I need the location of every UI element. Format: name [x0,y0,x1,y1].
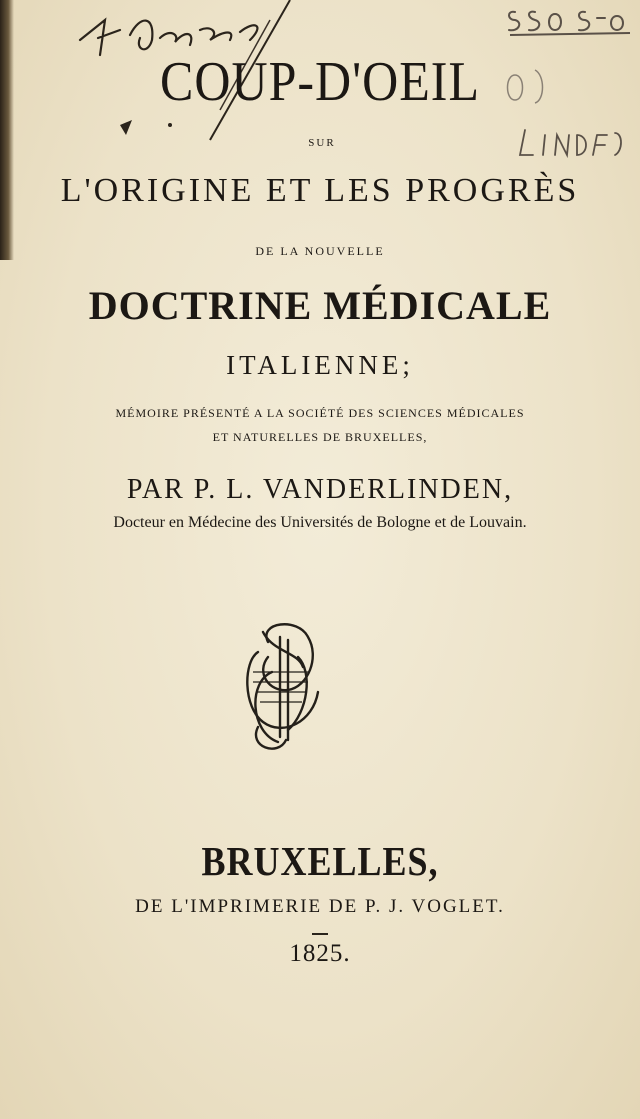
imprint-year: 1825. [289,940,351,967]
subtitle-italienne: ITALIENNE; [226,350,414,380]
imprint-printer: DE L'IMPRIMERIE DE P. J. VOGLET. [135,896,505,917]
book-title: COUP-D'OEIL [160,49,480,113]
binding-edge-shadow [0,0,14,260]
author-credentials: Docteur en Médecine des Universités de Bologne et de Louvain. [113,514,527,531]
subtitle-nouvelle: DE LA NOUVELLE [255,244,385,258]
pencil-shelfmark [505,2,635,36]
memoire-line-1: MÉMOIRE PRÉSENTÉ A LA SOCIÉTÉ DES SCIENCES MÉDICALES [115,406,525,420]
title-connector-sur: SUR [308,137,336,149]
author-line: PAR P. L. VANDERLINDEN, [126,474,514,505]
divider-rule [312,933,328,935]
subtitle-doctrine: DOCTRINE MÉDICALE [88,283,552,328]
memoire-line-2: ET NATURELLES DE BRUXELLES, [212,430,428,444]
imprint-place: BRUXELLES, [201,838,439,884]
subtitle-origine: L'ORIGINE ET LES PROGRÈS [60,172,580,209]
monogram-stamp-icon [228,612,332,758]
